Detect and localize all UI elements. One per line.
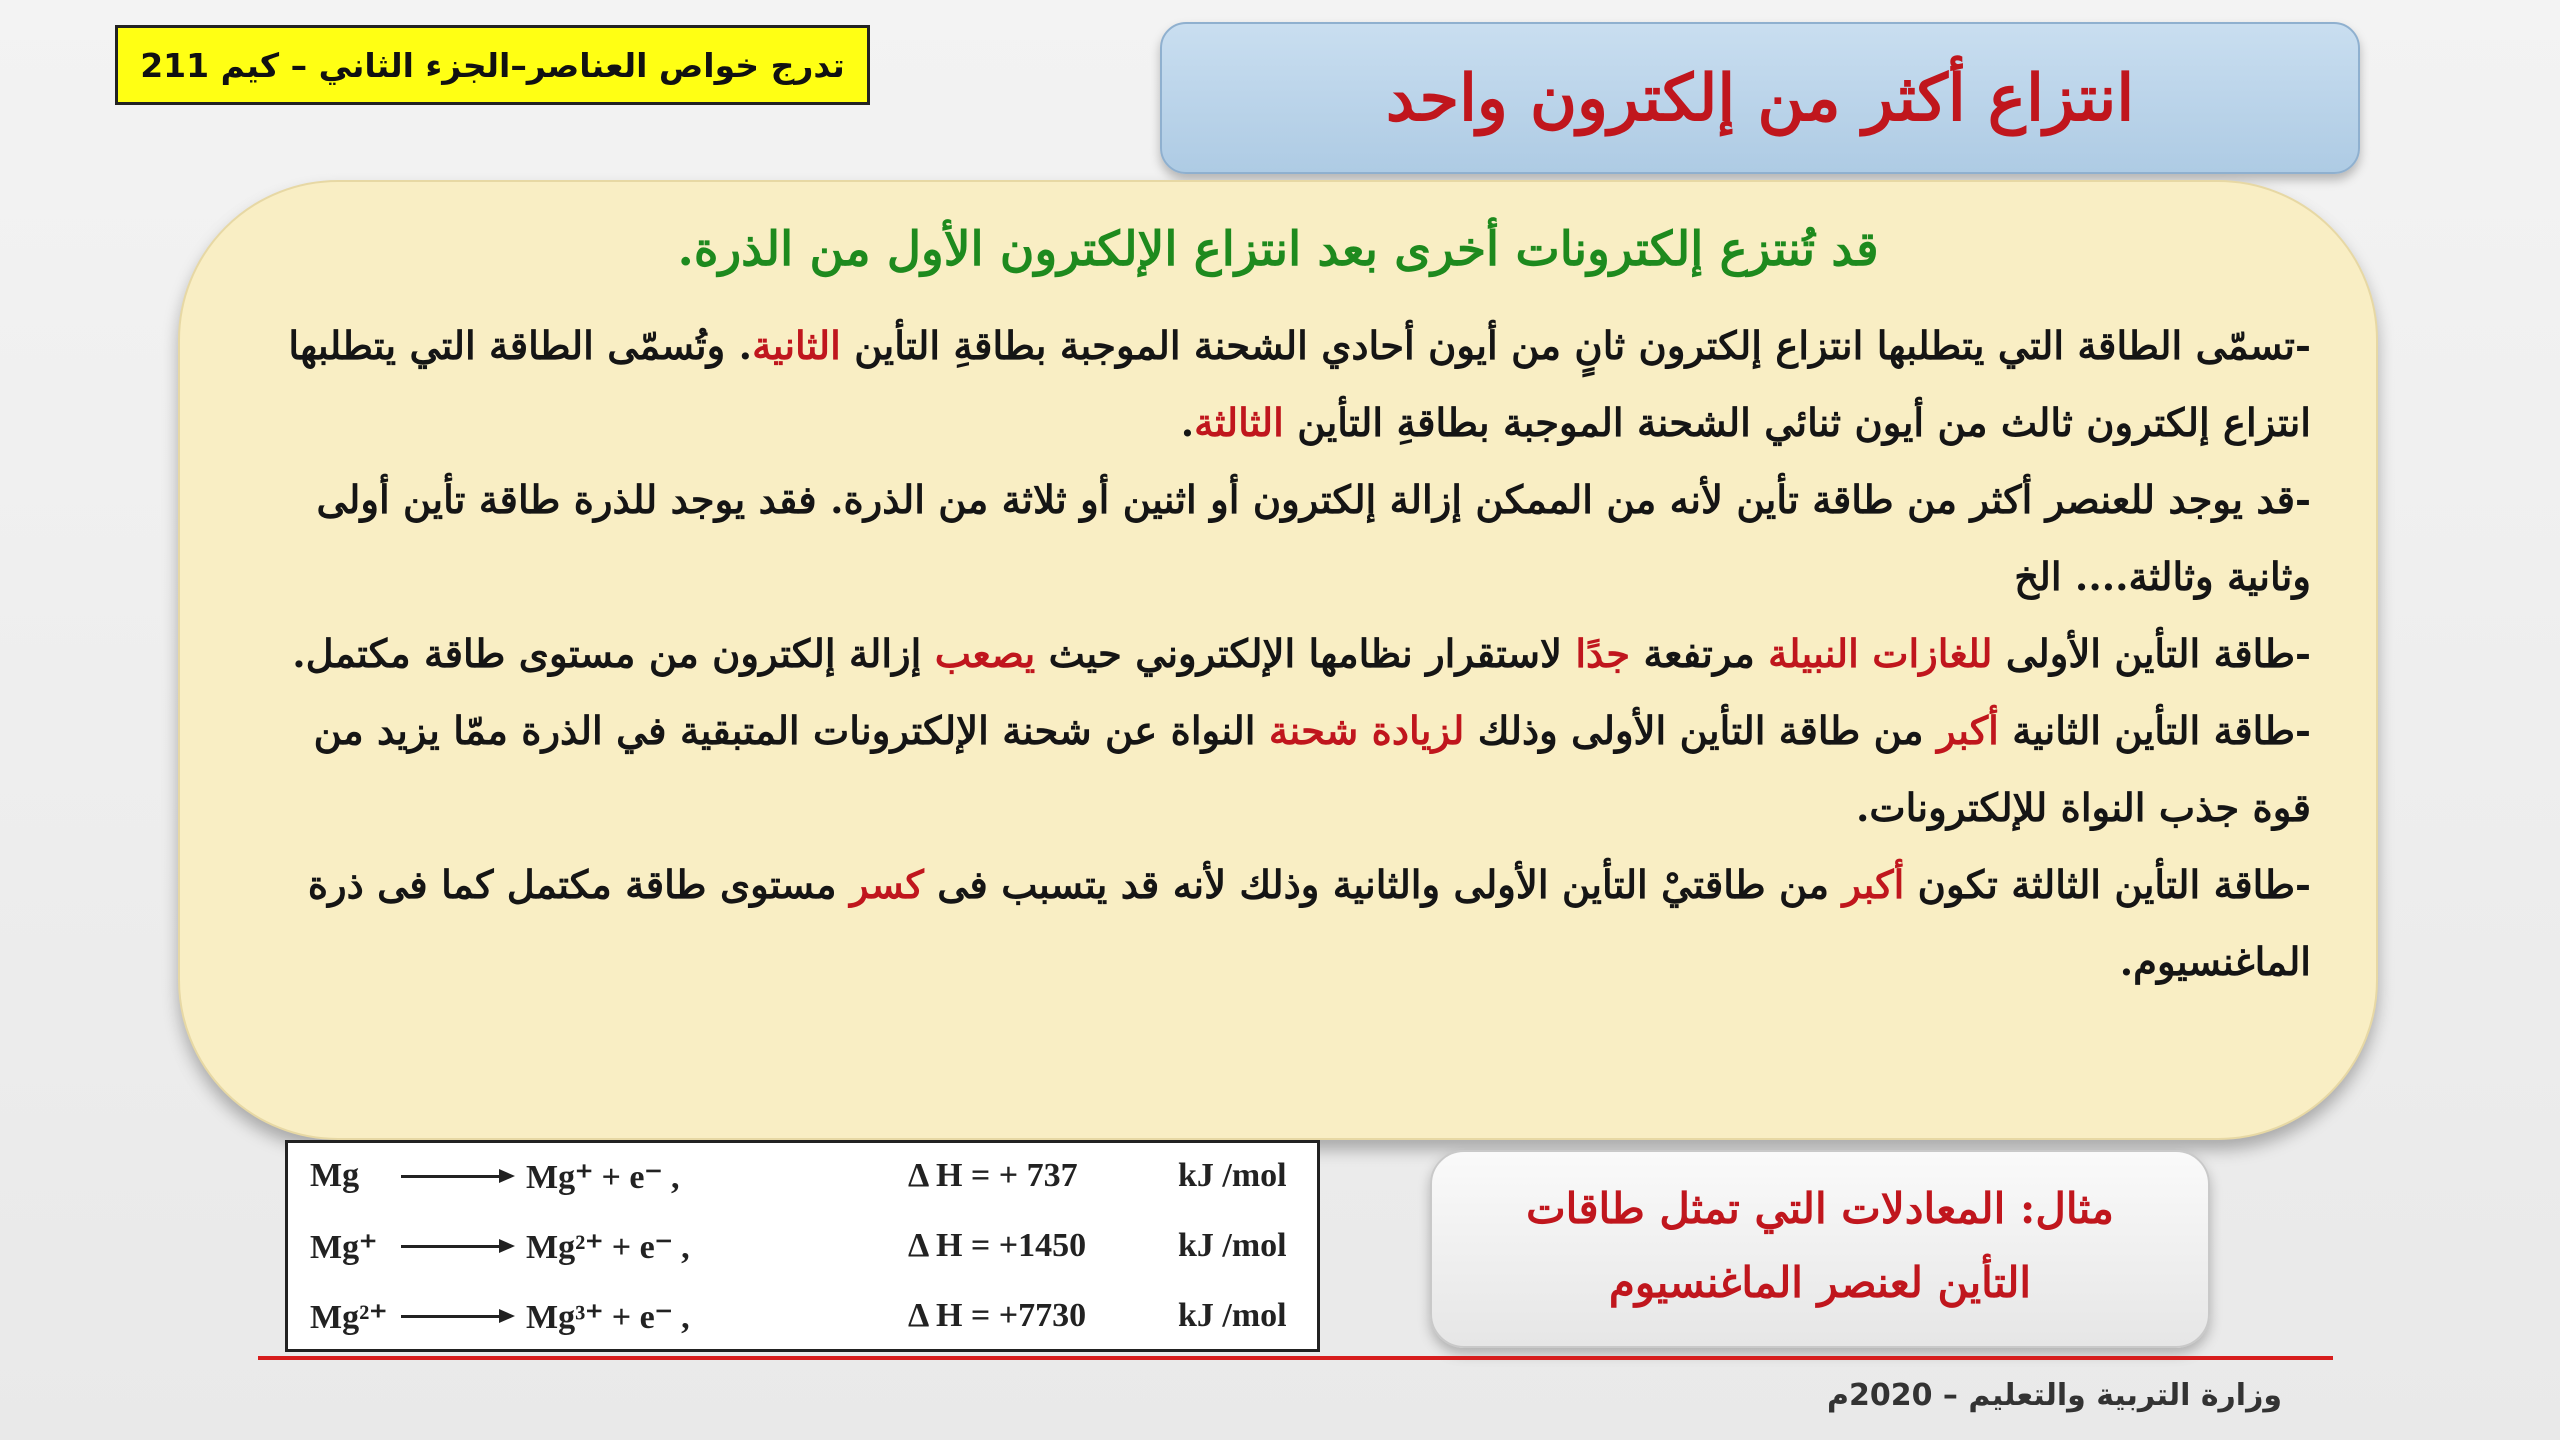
highlight-second: الثانية <box>752 324 841 369</box>
reaction-arrow-icon <box>401 1315 511 1318</box>
equation-products: Mg⁺ + e⁻ , <box>526 1159 680 1196</box>
text-run: مرتفعة <box>1630 632 1769 677</box>
content-panel <box>178 180 2378 1140</box>
title-box <box>1160 22 2360 174</box>
paragraph-third-energy <box>265 847 2311 1001</box>
highlight-increase-charge: لزيادة شحنة <box>1268 709 1465 754</box>
text-run: -طاقة التأين الثانية <box>1998 709 2311 754</box>
equation-row <box>288 1283 1317 1353</box>
text-run: . وتُسمّى الطاقة التي يتطلبها انتزاع إلكترون ثالث من أيون ثنائي الشحنة الموجبة بطاقةِ التأين <box>288 324 2311 446</box>
text-run: -طاقة التأين الثالثة تكون <box>1904 863 2311 908</box>
equation-reactant: Mg <box>310 1157 360 1194</box>
text-run: . <box>1180 401 1195 446</box>
panel-heading: قد تُنتزع إلكترونات أخرى بعد انتزاع الإلكترون الأول من الذرة. <box>677 222 1879 277</box>
paragraph-second-energy <box>265 693 2311 847</box>
enthalpy-unit: kJ /mol <box>1178 1297 1287 1334</box>
footer-divider <box>258 1356 2333 1360</box>
text-run: النواة عن شحنة الإلكترونات المتبقية في الذرة ممّا يزيد من قوة جذب النواة للإلكترونات. <box>313 709 2311 831</box>
enthalpy-unit: kJ /mol <box>1178 1157 1287 1194</box>
enthalpy-value: Δ H = + 737 <box>908 1157 1078 1194</box>
highlight-greater: أكبر <box>1936 709 1999 754</box>
equations-table <box>285 1140 1320 1352</box>
equation-products: Mg³⁺ + e⁻ , <box>526 1299 690 1336</box>
text-run: من طاقتيْ التأين الأولى والثانية وذلك لأنه قد يتسبب فى <box>923 863 1843 908</box>
equation-row <box>288 1213 1317 1283</box>
course-tag-text: تدرج خواص العناصر–الجزء الثاني – كيم 211 <box>140 45 845 85</box>
reaction-arrow-icon <box>401 1245 511 1248</box>
enthalpy-unit: kJ /mol <box>1178 1227 1287 1264</box>
text-run: إزالة إلكترون من مستوى طاقة مكتمل. <box>292 632 935 677</box>
text-run: لاستقرار نظامها الإلكتروني حيث <box>1035 632 1576 677</box>
paragraph-noble-gases <box>265 616 2311 693</box>
slide-title: انتزاع أكثر من إلكترون واحد <box>1385 60 2135 136</box>
equation-reactant: Mg⁺ <box>310 1229 378 1266</box>
paragraph-second-third-energy <box>265 308 2311 462</box>
example-box <box>1430 1150 2210 1348</box>
text-run: -تسمّى الطاقة التي يتطلبها انتزاع إلكترون ثانٍ من أيون أحادي الشحنة الموجبة بطاقةِ التأين <box>840 324 2311 369</box>
text-run: مستوى طاقة مكتمل كما فى ذرة الماغنسيوم. <box>307 863 2311 985</box>
equation-products: Mg²⁺ + e⁻ , <box>526 1229 690 1266</box>
footer-credit: وزارة التربية والتعليم – 2020م <box>1826 1378 2282 1413</box>
highlight-greater-2: أكبر <box>1842 863 1905 908</box>
enthalpy-value: Δ H = +1450 <box>908 1227 1087 1264</box>
course-tag <box>115 25 870 105</box>
paragraph-multiple-energies: -قد يوجد للعنصر أكثر من طاقة تأين لأنه من الممكن إزالة إلكترون أو اثنين أو ثلاثة من الذرة. فقد يوجد للذرة طاقة تأين أولى وثانية وثالثة.... الخ <box>316 478 2311 600</box>
example-line-2: التأين لعنصر الماغنسيوم <box>1608 1258 2032 1307</box>
highlight-very: جدًا <box>1575 632 1631 677</box>
enthalpy-value: Δ H = +7730 <box>908 1297 1087 1334</box>
reaction-arrow-icon <box>401 1175 511 1178</box>
highlight-break: كسر <box>849 863 924 908</box>
example-line-1: مثال: المعادلات التي تمثل طاقات <box>1526 1184 2114 1233</box>
text-run: -طاقة التأين الأولى <box>1992 632 2311 677</box>
highlight-noble-gases: للغازات النبيلة <box>1768 632 1993 677</box>
equation-reactant: Mg²⁺ <box>310 1299 388 1336</box>
text-run: من طاقة التأين الأولى وذلك <box>1464 709 1937 754</box>
equation-row <box>288 1143 1317 1213</box>
highlight-difficult: يصعب <box>934 632 1036 677</box>
panel-body <box>265 308 2311 1001</box>
highlight-third: الثالثة <box>1194 401 1284 446</box>
